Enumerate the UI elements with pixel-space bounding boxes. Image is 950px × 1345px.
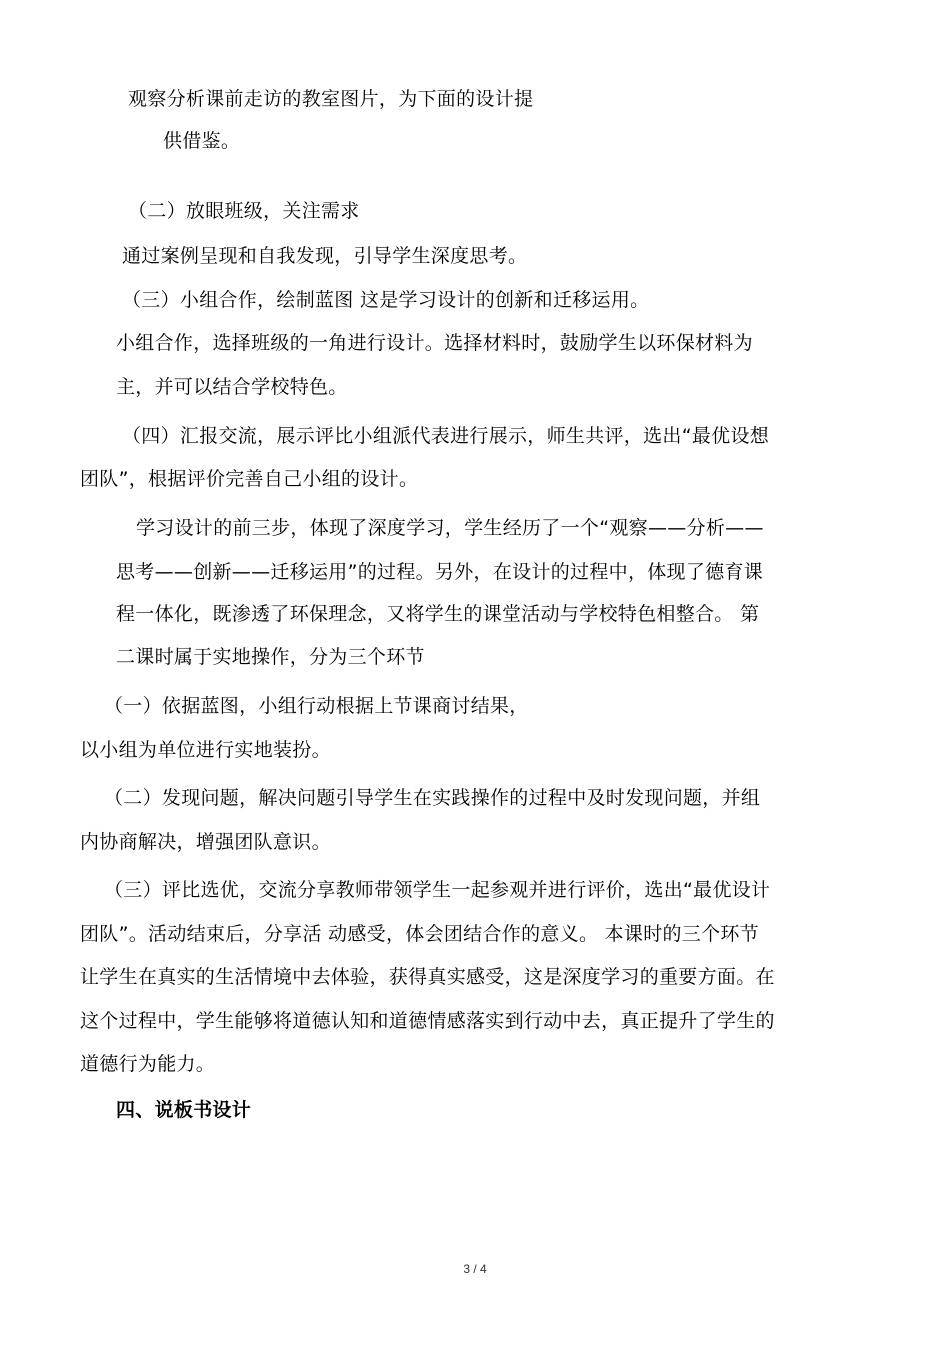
text-line-21: 这个过程中，学生能够将道德认知和道德情感落实到行动中去，真正提升了学生的: [80, 1010, 775, 1032]
text-line-4: 通过案例呈现和自我发现，引导学生深度思考。: [122, 245, 528, 267]
section-heading-3: （三）小组合作，绘制蓝图 这是学习设计的创新和迁移运用。: [122, 289, 650, 311]
text-line-6: 小组合作，选择班级的一角进行设计。选择材料时，鼓励学生以环保材料为: [116, 332, 753, 354]
subsection-heading-3: （三）评比选优，交流分享教师带领学生一起参观并进行评价，选出“最优设计: [104, 879, 771, 901]
text-line-19: 团队”。活动结束后，分享活 动感受，体会团结合作的意义。 本课时的三个环节: [80, 923, 760, 945]
text-line-12: 程一体化，既渗透了环保理念，又将学生的课堂活动与学校特色相整合。 第: [116, 603, 760, 625]
page-number: 3 / 4: [463, 1262, 487, 1276]
section-heading-4: （四）汇报交流，展示评比小组派代表进行展示，师生共评，选出“最优设想: [122, 425, 770, 447]
text-line-2: 供借鉴。: [163, 130, 241, 152]
subsection-heading-2: （二）发现问题，解决问题引导学生在实践操作的过程中及时发现问题，并组: [104, 787, 761, 809]
text-line-10: 学习设计的前三步，体现了深度学习，学生经历了一个“观察——分析——: [136, 517, 764, 539]
text-line-22: 道德行为能力。: [80, 1053, 216, 1075]
section-heading-2: （二）放眼班级，关注需求: [128, 200, 360, 222]
text-line-7: 主，并可以结合学校特色。: [116, 376, 348, 398]
text-line-20: 让学生在真实的生活情境中去体验，获得真实感受，这是深度学习的重要方面。在: [80, 966, 775, 988]
text-line-17: 内协商解决，增强团队意识。: [80, 831, 331, 853]
text-line-1: 观察分析课前走访的教室图片，为下面的设计提: [128, 88, 534, 110]
section-title-board-design: 四、说板书设计: [116, 1099, 252, 1121]
subsection-heading-1: （一）依据蓝图，小组行动根据上节课商讨结果，: [104, 695, 529, 717]
text-line-9: 团队”，根据评价完善自己小组的设计。: [80, 468, 419, 490]
text-line-15: 以小组为单位进行实地装扮。: [80, 739, 331, 761]
text-line-13: 二课时属于实地操作，分为三个环节: [116, 646, 425, 668]
text-line-11: 思考——创新——迁移运用”的过程。另外，在设计的过程中，体现了德育课: [116, 561, 764, 583]
